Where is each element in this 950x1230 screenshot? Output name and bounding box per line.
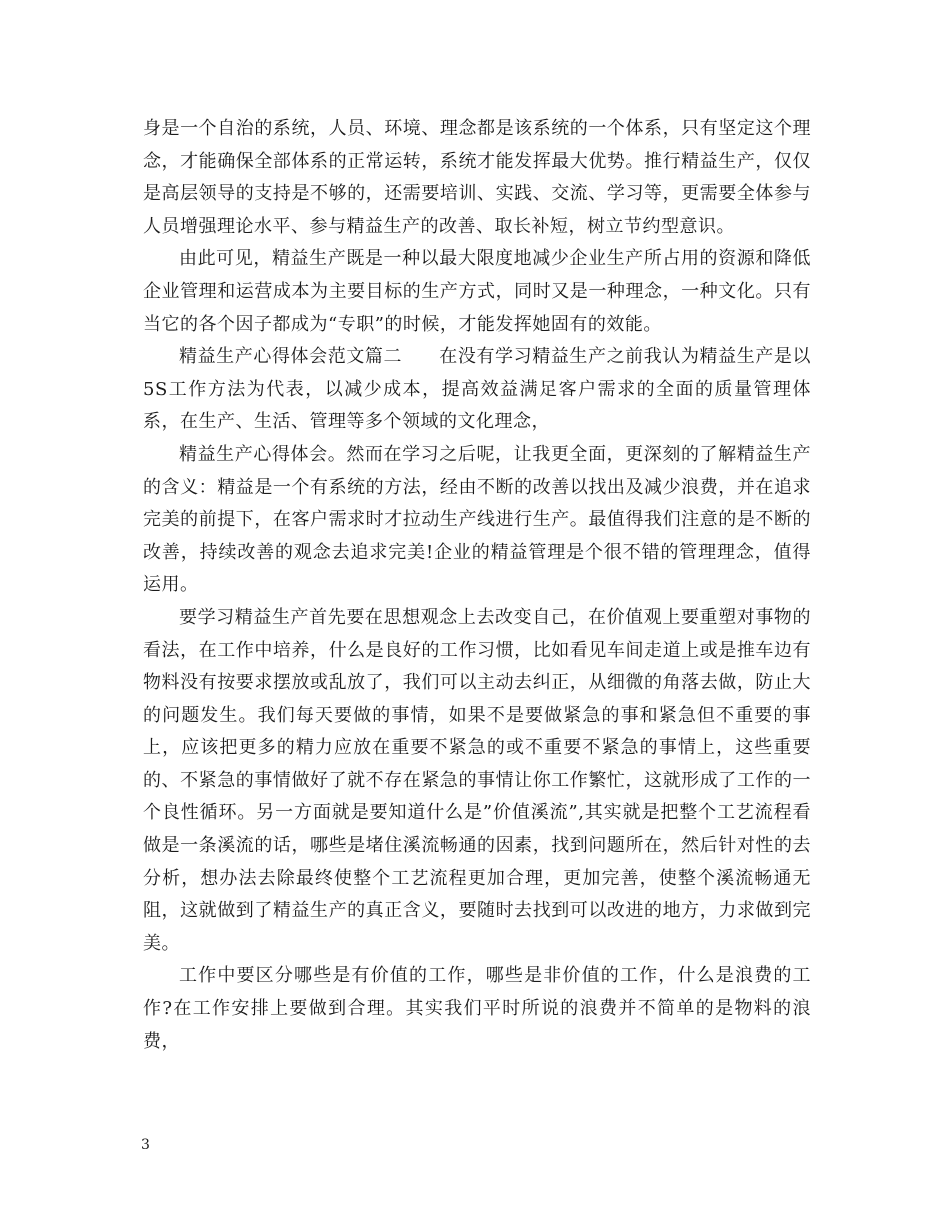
paragraph-4: 精益生产心得体会。然而在学习之后呢，让我更全面，更深刻的了解精益生产的含义：精益是一个有系统的方法，经由不断的改善以找出及减少浪费，并在追求完美的前提下，在客户需求时才拉动生产线进行生产。最值得我们注意的是不断的改善，持续改善的观念去追求完美!企业的精益管理是个很不错的管理理念，值得运用。 xyxy=(143,443,811,596)
body-text xyxy=(143,113,811,1058)
paragraph-1: 身是一个自治的系统，人员、环境、理念都是该系统的一个体系，只有坚定这个理念，才能确保全部体系的正常运转，系统才能发挥最大优势。推行精益生产，仅仅是高层领导的支持是不够的，还需要培训、实践、交流、学习等，更需要全体参与人员增强理论水平、参与精益生产的改善、取长补短，树立节约型意识。 xyxy=(143,118,811,237)
page-number: 3 xyxy=(141,1137,150,1153)
paragraph-5: 要学习精益生产首先要在思想观念上去改变自己，在价值观上要重塑对事物的看法，在工作中培养，什么是良好的工作习惯，比如看见车间走道上或是推车边有物料没有按要求摆放或乱放了，我们可以主动去纠正，从细微的角落去做，防止大的问题发生。我们每天要做的事情，如果不是要做紧急的事和紧急但不重要的事上，应该把更多的精力应放在重要不紧急的或不重要不紧急的事情上，这些重要的、不紧急的事情做好了就不存在紧急的事情让你工作繁忙，这就形成了工作的一个良性循环。另一方面就是要知道什么是”价值溪流”,其实就是把整个工艺流程看做是一条溪流的话，哪些是堵住溪流畅通的因素，找到问题所在，然后针对性的去分析，想办法去除最终使整个工艺流程更加合理，更加完善，使整个溪流畅通无阻，这就做到了精益生产的真正含义，要随时去找到可以改进的地方，力求做到完美。 xyxy=(143,606,811,954)
paragraph-6: 工作中要区分哪些是有价值的工作，哪些是非价值的工作，什么是浪费的工作?在工作安排上要做到合理。其实我们平时所说的浪费并不简单的是物料的浪费， xyxy=(143,965,811,1052)
paragraph-2: 由此可见，精益生产既是一种以最大限度地减少企业生产所占用的资源和降低企业管理和运营成本为主要目标的生产方式，同时又是一种理念，一种文化。只有当它的各个因子都成为“专职”的时候，才能发挥她固有的效能。 xyxy=(143,248,811,335)
paragraph-3: 精益生产心得体会范文篇二 在没有学习精益生产之前我认为精益生产是以5S工作方法为代表，以减少成本，提高效益满足客户需求的全面的质量管理体系，在生产、生活、管理等多个领域的文化理念， xyxy=(143,346,811,433)
